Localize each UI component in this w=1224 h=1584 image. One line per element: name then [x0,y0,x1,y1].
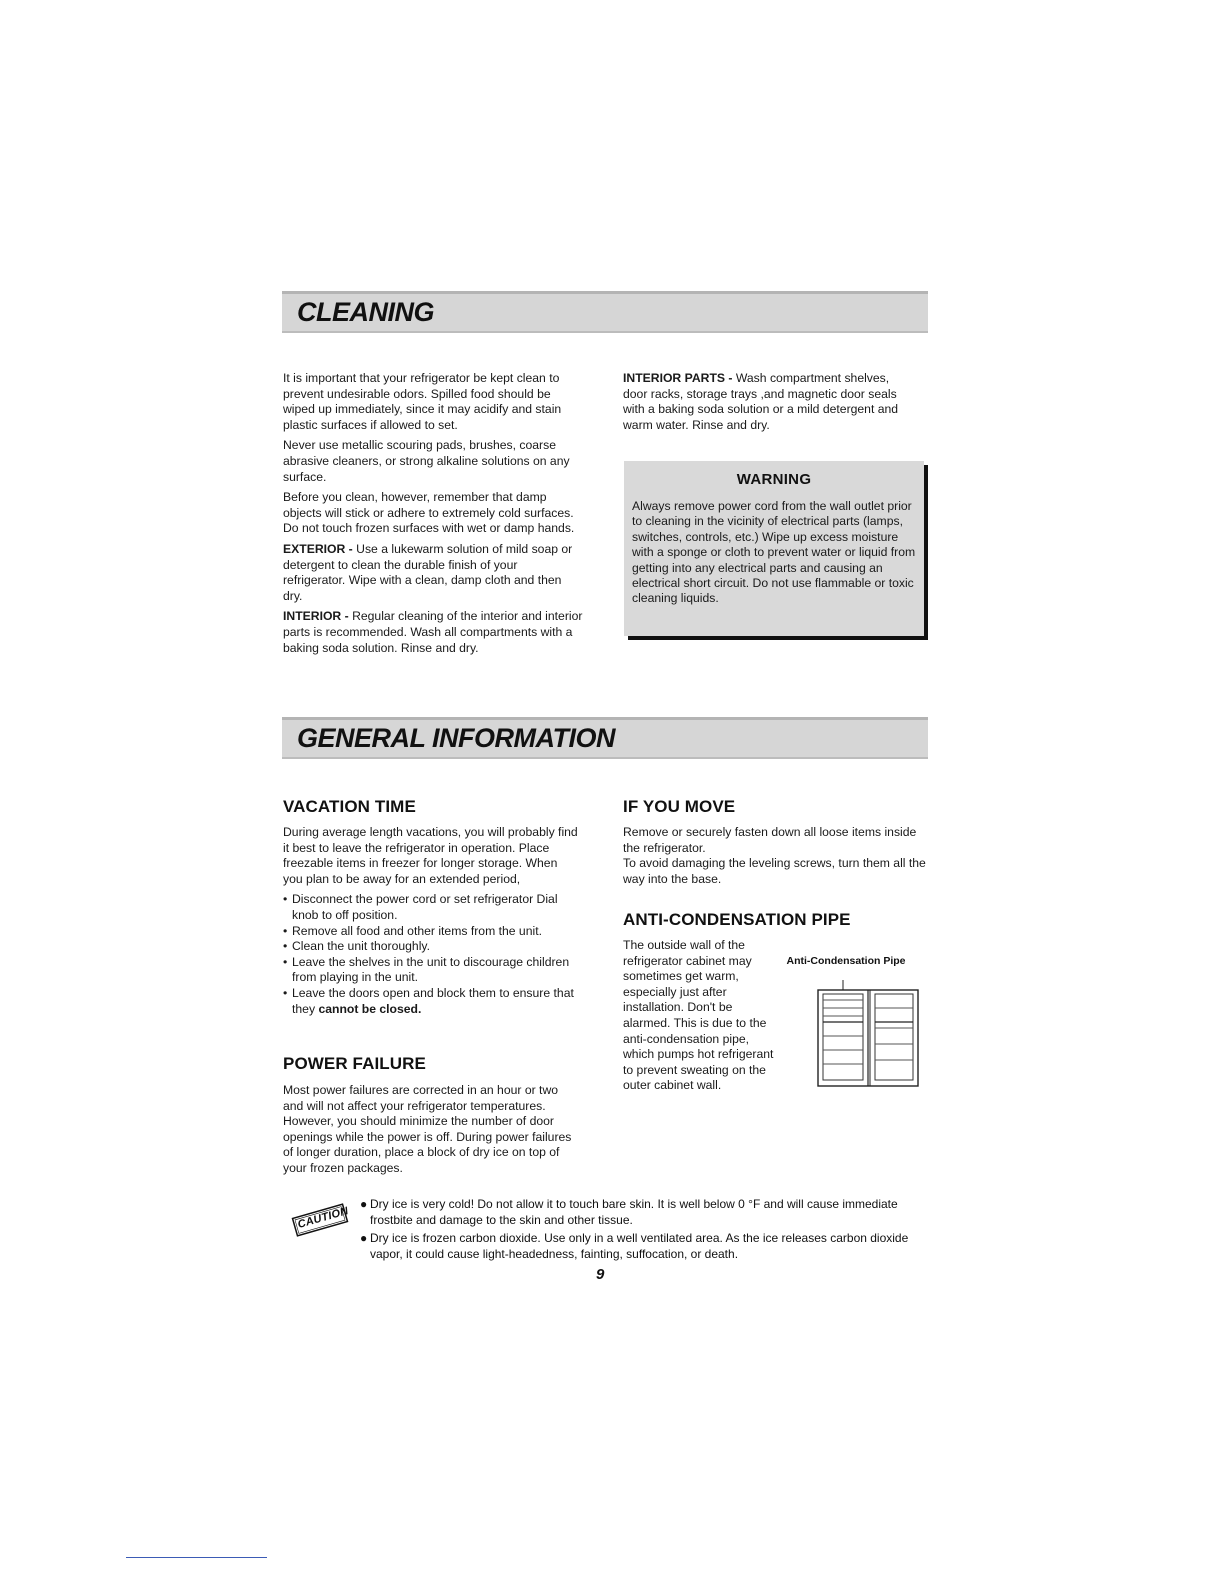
exterior-label: EXTERIOR - [283,541,353,556]
vacation-text: During average length vacations, you will probably find it best to leave the refrigerator in operation. Place freezable items in freezer for longer storage. When you plan to be away for an extended period, [283,825,578,886]
cleaning-title: CLEANING [297,297,434,327]
warning-box [624,461,924,636]
bullet-mark: • [283,985,288,1000]
vacation-heading: VACATION TIME [283,797,416,816]
cleaning-interior-parts [623,371,907,433]
caution-item: ● Dry ice is very cold! Do not allow it to touch bare skin. It is well below 0 °F and will cause immediate frostbite and damage to the skin and other tissue. [360,1197,898,1227]
cleaning-before: Before you clean, however, remember that damp objects will stick or adhere to extremely cold surfaces. Do not touch frozen surfaces with wet or damp hands. [283,490,575,536]
warning-text: Always remove power cord from the wall outlet prior to cleaning in the vicinity of electrical parts (lamps, switches, controls, etc.) Wipe up excess moisture with a sponge or cloth to prevent water or liquid from getting into any electrical parts and causing an electrical short circuit. Do not use flammable or toxic cleaning liquids. [632,499,916,606]
interior-label: INTERIOR - [283,609,349,624]
cleaning-never: Never use metallic scouring pads, brushes, coarse abrasive cleaners, or strong alkaline solutions on any surface. [283,438,570,484]
list-item: • Disconnect the power cord or set refrigerator Dial knob to off position. [283,892,558,922]
vacation-bullets [283,892,579,1017]
if-you-move-line1: Remove or securely fasten down all loose items inside the refrigerator. [623,825,917,855]
list-item: • Leave the doors open and block them to ensure that they cannot be closed. [283,985,574,1016]
anti-condensation-heading: ANTI-CONDENSATION PIPE [623,910,851,929]
list-item: • Leave the shelves in the unit to discourage children from playing in the unit. [283,954,570,985]
exterior-text: Use a lukewarm solution of mild soap or detergent to clean the durable finish of your refrigerator. Wipe with a clean, damp cloth and then dry. [283,541,573,603]
bullet-mark: • [283,923,288,938]
cleaning-left-column [283,371,583,661]
bottom-rule [126,1557,267,1558]
page-number: 9 [596,1266,605,1283]
caution-item: ● Dry ice is frozen carbon dioxide. Use only in a well ventilated area. As the ice releases carbon dioxide vapor, it could cause light-headedness, fainting, suffocation, or death. [360,1231,909,1261]
power-failure-heading: POWER FAILURE [283,1054,426,1073]
vacation-section [283,825,579,1022]
caution-list [360,1197,926,1265]
power-failure-text: Most power failures are corrected in an hour or two and will not affect your refrigerator temperatures. However, you should minimize the number of door openings while the power is off. During power failures of longer duration, place a block of dry ice on top of your frozen packages. [283,1083,572,1175]
refrigerator-diagram [816,978,920,1088]
cleaning-intro: It is important that your refrigerator be kept clean to prevent undesirable odors. Spilled food should be wiped up immediately, since it may acidify and stain plastic surfaces if allowed to set. [283,371,562,432]
if-you-move-line2: To avoid damaging the leveling screws, turn them all the way into the base. [623,856,926,886]
bullet-mark: • [283,954,288,969]
list-item: • Remove all food and other items from the unit. [283,923,542,938]
general-info-header [282,717,928,759]
bullet-mark: ● [360,1197,368,1211]
interior-text: Regular cleaning of the interior and interior parts is recommended. Wash all compartments with a baking soda solution. Rinse and dry. [283,609,583,655]
cleaning-header [282,291,928,333]
bullet-mark: • [283,939,288,954]
if-you-move-section [623,825,927,887]
power-failure-section [283,1083,579,1182]
caution-label: CAUTION [296,1205,350,1231]
if-you-move-heading: IF YOU MOVE [623,797,736,816]
interior-parts-text: Wash compartment shelves, door racks, storage trays ,and magnetic door seals with a baking soda solution or a mild detergent and warm water. Rinse and dry. [623,371,899,432]
figure-label: Anti-Condensation Pipe [786,955,906,967]
cleaning-exterior [283,542,583,604]
cleaning-right-column [623,371,907,438]
bullet-mark: • [283,892,288,907]
warning-title: WARNING [736,471,812,488]
anti-condensation-text: The outside wall of the refrigerator cabinet may sometimes get warm, especially just after installation. Don't be alarmed. This is due to the anti-condensation pipe, which pumps hot refrigerant to prevent sweating on the outer cabinet wall. [623,938,774,1093]
bullet-mark: ● [360,1231,368,1245]
caution-badge [288,1203,352,1237]
interior-parts-label: INTERIOR PARTS - [623,371,733,385]
cleaning-interior [283,609,583,656]
anti-condensation-section [623,938,781,1099]
general-info-title: GENERAL INFORMATION [297,723,615,753]
list-item: • Clean the unit thoroughly. [283,939,430,954]
